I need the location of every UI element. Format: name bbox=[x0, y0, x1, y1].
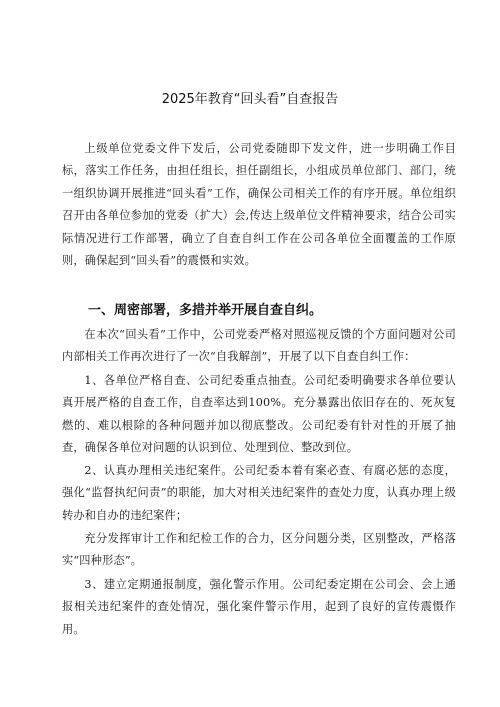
section-heading: 一、周密部署，多措并举开展自查自纠。 bbox=[88, 303, 323, 318]
document-title: 2025年教育“回头看”自查报告 bbox=[161, 92, 339, 107]
section-intro-paragraph: 在本次“回头看”工作中，公司党委严格对照巡视反馈的个方面问题对公司内部相关工作再次进行了一次“自我解剖”，开展了以下自查自纠工作： bbox=[62, 328, 456, 364]
item-2-continuation-paragraph: 充分发挥审计工作和纪检工作的合力，区分问题分类，区别整改，严格落实“四种形态”。 bbox=[62, 532, 456, 568]
item-2-paragraph: 2、认真办理相关违纪案件。公司纪委本着有案必查、有腐必惩的态度，强化“监督执纪问责”的职能，加大对相关违纪案件的查处力度，认真办理上级转办和自办的违纪案件； bbox=[62, 464, 456, 522]
item-1-paragraph: 1、各单位严格自查、公司纪委重点抽查。公司纪委明确要求各单位要认真开展严格的自查工作，自查率达到100%。充分暴露出依旧存在的、死灰复燃的、难以根除的各种问题并加以彻底整改。公司纪委有针对性的开展了抽查，确保各单位对问题的认识到位、处理到位、整改到位。 bbox=[62, 374, 456, 455]
item-3-paragraph: 3、建立定期通报制度，强化警示作用。公司纪委定期在公司会、会上通报相关违纪案件的查处情况，强化案件警示作用，起到了良好的宣传震慑作用。 bbox=[62, 578, 456, 636]
intro-paragraph: 上级单位党委文件下发后，公司党委随即下发文件，进一步明确工作目标，落实工作任务，由担任组长，担任副组长，小组成员单位部门、部门，统一组织协调开展推进“回头看”工作，确保公司相关工作的有序开展。单位组织召开由各单位参加的党委（扩大）会,传达上级单位文件精神要求，结合公司实际情况进行工作部署，确立了自查自纠工作在公司各单位全面覆盖的工作原则，确保起到“回头看”的震慑和实效。 bbox=[62, 142, 456, 268]
